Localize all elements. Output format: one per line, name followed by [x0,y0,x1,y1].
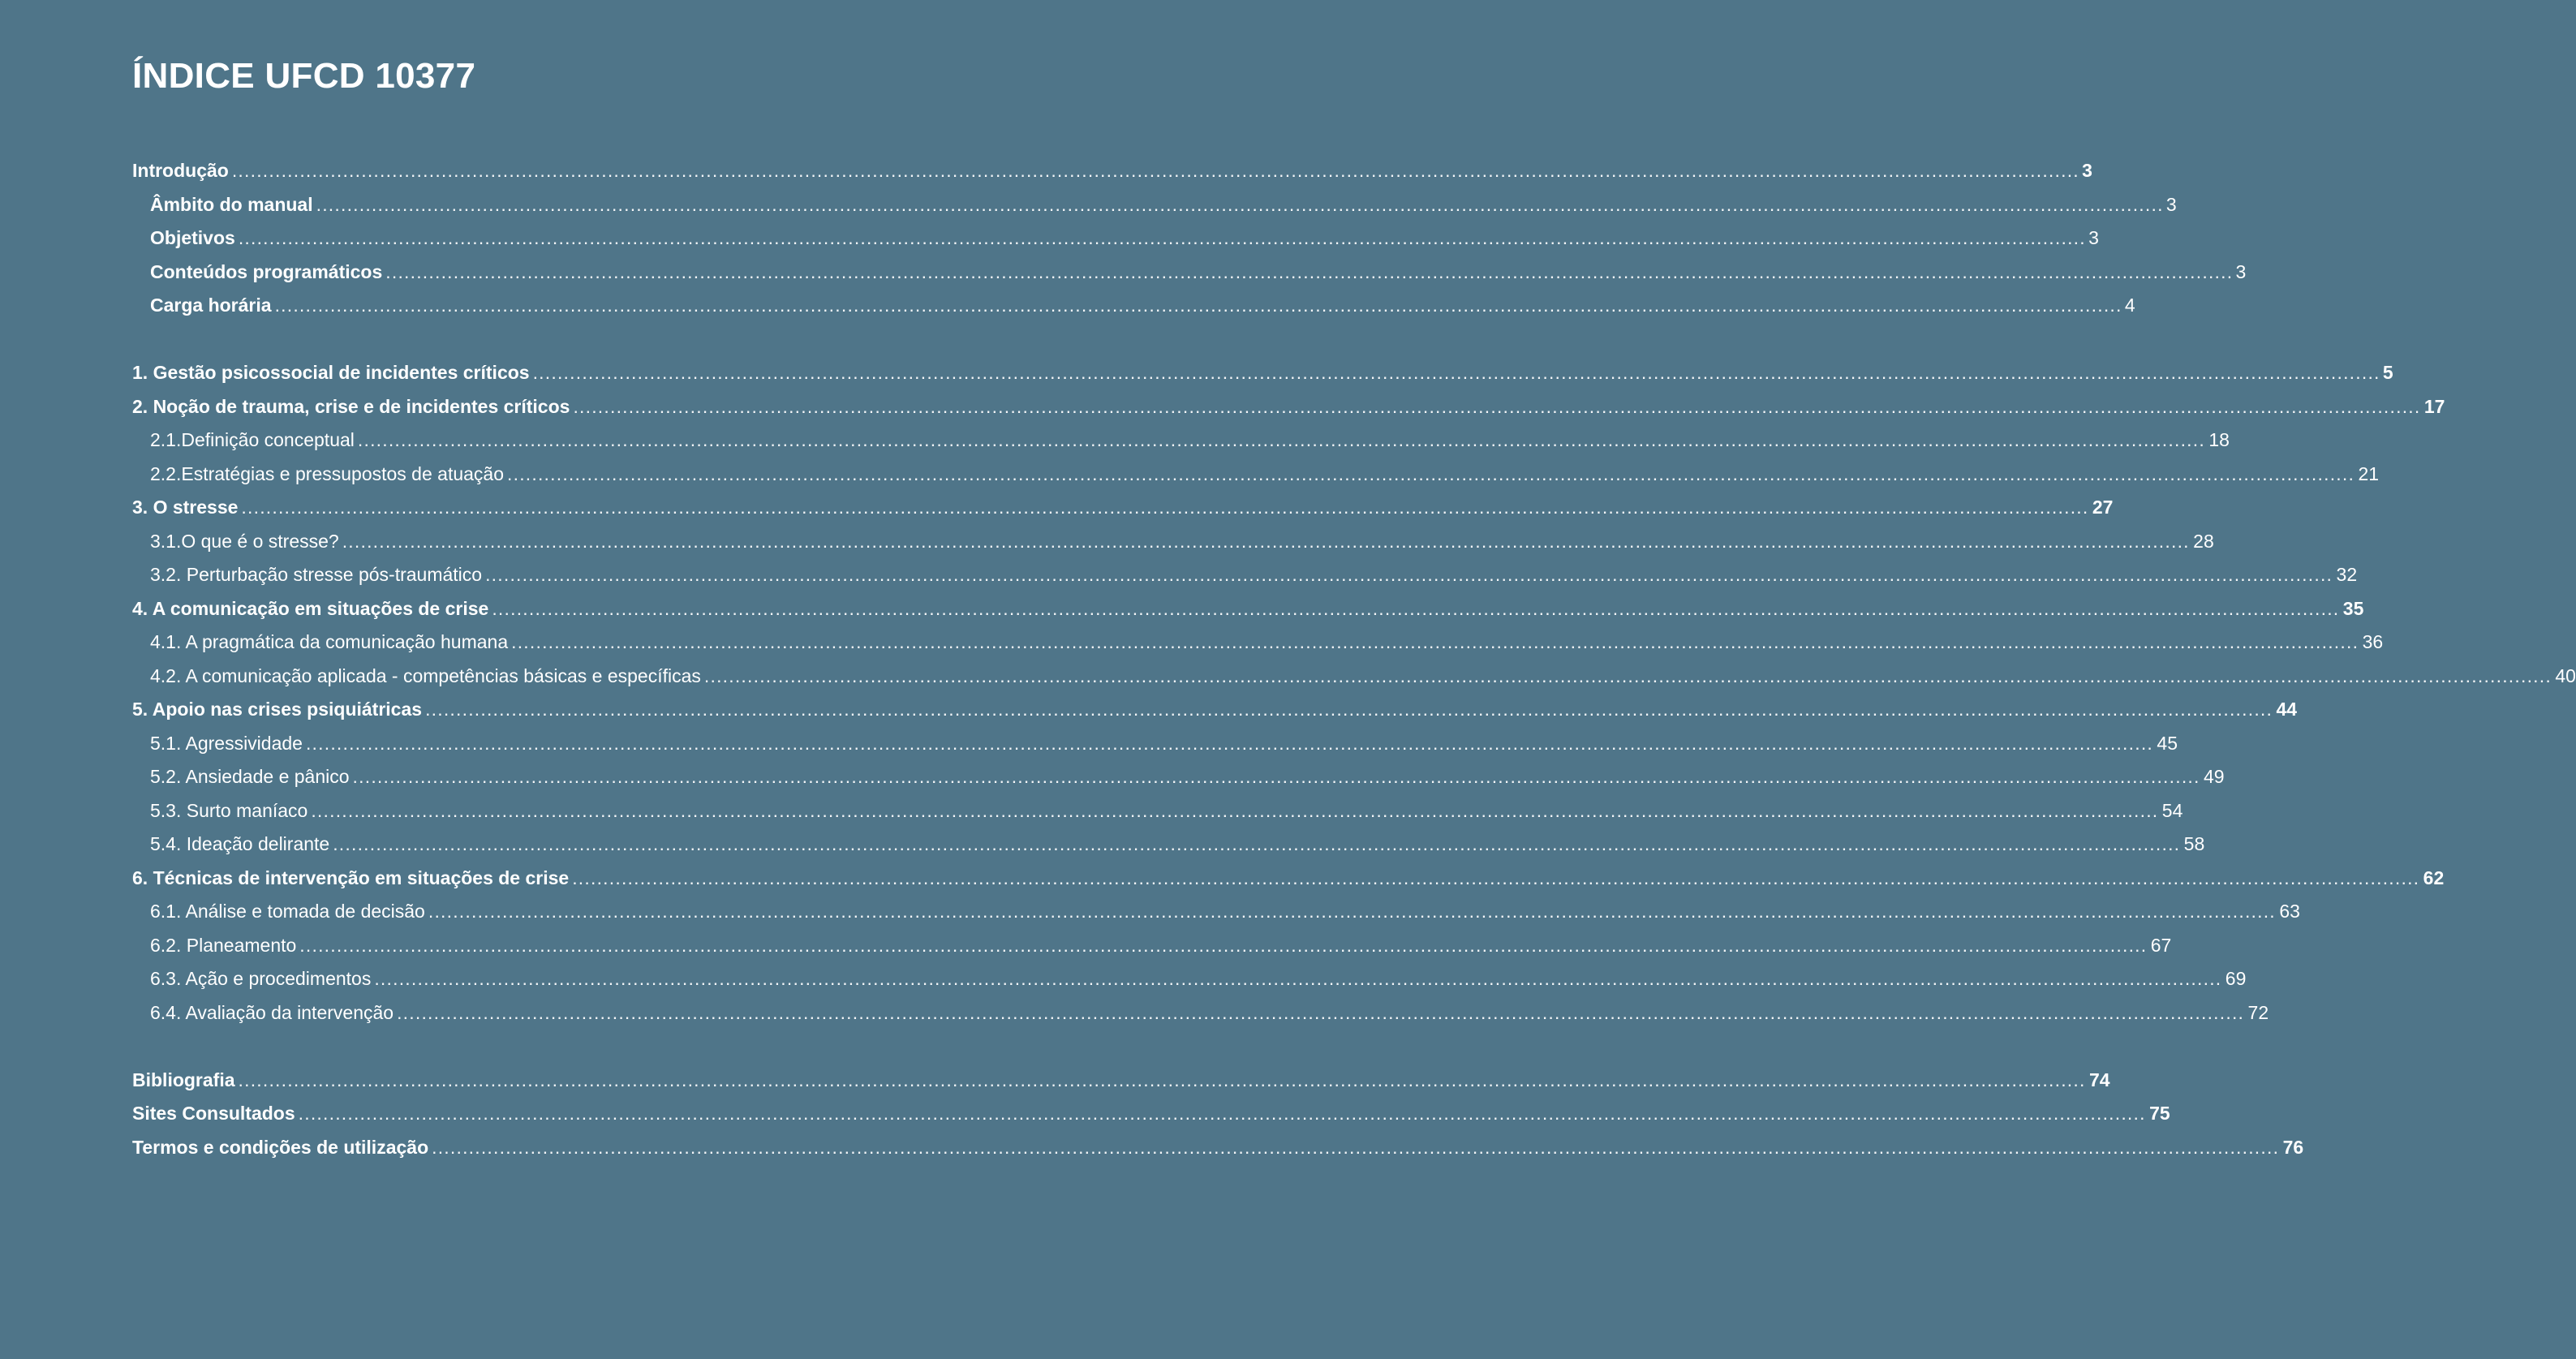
toc-entry-label: Bibliografia [132,1069,235,1090]
toc-entry-section-4-2[interactable] [132,660,2576,694]
toc-entry-termos[interactable] [132,1131,2304,1165]
toc-entry-page: 17 [2423,395,2445,417]
toc-entry-page: 28 [2193,530,2214,552]
toc-entry-page: 58 [2183,833,2205,854]
toc-entry-section-6-1[interactable] [132,895,2300,929]
toc-entry-section-2-2[interactable] [132,458,2380,492]
toc-entry-section-5-2[interactable] [132,760,2225,794]
toc-entry-section-6-4[interactable] [132,996,2269,1030]
toc-entry-page: 54 [2161,799,2183,821]
toc-entry-page: 63 [2279,901,2300,922]
toc-entry-label: 4.2. A comunicação aplicada - competências básicas e específicas [150,664,701,686]
toc-entry-chapter-4[interactable] [132,592,2364,626]
toc-entry-section-6-2[interactable] [132,929,2172,963]
toc-entry-page: 32 [2336,564,2358,585]
toc-entry-section-5-3[interactable] [132,794,2183,828]
toc-entry-chapter-6[interactable] [132,862,2445,896]
toc-entry-label: 5.4. Ideação delirante [150,833,330,854]
toc-entry-section-4-1[interactable] [132,626,2384,660]
toc-dot-leader: ............................................................................................................................................................................................................................................................................................................ [425,699,2273,720]
toc-dot-leader: ............................................................................................................................................................................................................................................................................................................ [572,867,2420,888]
toc-entry-chapter-5[interactable] [132,693,2298,727]
toc-entry-page: 3 [2082,160,2092,181]
toc-entry-label: 5.1. Agressividade [150,732,303,754]
toc-entry-page: 75 [2149,1103,2170,1124]
document-page [132,0,2576,1359]
toc-entry-chapter-1[interactable] [132,356,2393,390]
toc-dot-leader: ............................................................................................................................................................................................................................................................................................................ [238,1069,2086,1090]
toc-entry-page: 72 [2247,1001,2269,1023]
toc-dot-leader: ............................................................................................................................................................................................................................................................................................................ [305,732,2153,754]
toc-entry-bibliografia[interactable] [132,1064,2110,1098]
toc-dot-leader: ............................................................................................................................................................................................................................................................................................................ [238,227,2086,248]
toc-entry-page: 69 [2225,968,2247,989]
toc-entry-page: 62 [2423,867,2445,888]
toc-entry-section-6-3[interactable] [132,962,2247,996]
toc-entry-introducao[interactable] [132,154,2092,188]
toc-entry-section-3-2[interactable] [132,558,2358,592]
toc-entry-page: 36 [2362,631,2384,652]
toc-entry-label: 3.1.O que é o stresse? [150,530,339,552]
toc-entry-chapter-3[interactable] [132,491,2114,525]
toc-entry-conteudos[interactable] [132,256,2247,290]
toc-entry-page: 44 [2276,699,2298,720]
toc-dot-leader: ............................................................................................................................................................................................................................................................................................................ [299,934,2148,956]
toc-entry-page: 74 [2088,1069,2110,1090]
toc-entry-label: 6.1. Análise e tomada de decisão [150,901,425,922]
toc-entry-label: 2.1.Definição conceptual [150,429,355,450]
toc-dot-leader: ............................................................................................................................................................................................................................................................................................................ [385,260,2234,282]
toc-entry-page: 40 [2555,664,2576,686]
toc-entry-page: 21 [2358,462,2380,484]
toc-entry-chapter-2[interactable] [132,390,2445,424]
toc-entry-label: Carga horária [150,295,272,316]
toc-dot-leader: ............................................................................................................................................................................................................................................................................................................ [492,597,2340,619]
toc-entry-section-3-1[interactable] [132,525,2214,559]
toc-entry-carga-horaria[interactable] [132,289,2135,323]
toc-dot-leader: ............................................................................................................................................................................................................................................................................................................ [311,799,2159,821]
toc-dot-leader: ............................................................................................................................................................................................................................................................................................................ [485,564,2333,585]
toc-entry-label: 6. Técnicas de intervenção em situações de crise [132,867,570,888]
toc-dot-leader: ............................................................................................................................................................................................................................................................................................................ [703,664,2552,686]
toc-entry-label: 3.2. Perturbação stresse pós-traumático [150,564,483,585]
toc-dot-leader: ............................................................................................................................................................................................................................................................................................................ [374,968,2222,989]
toc-dot-leader: ............................................................................................................................................................................................................................................................................................................ [511,631,2359,652]
toc-entry-objetivos[interactable] [132,221,2099,256]
toc-dot-leader: ............................................................................................................................................................................................................................................................................................................ [342,530,2190,552]
toc-dot-leader: ............................................................................................................................................................................................................................................................................................................ [316,193,2164,215]
toc-dot-leader: ............................................................................................................................................................................................................................................................................................................ [532,362,2380,383]
toc-dot-leader: ............................................................................................................................................................................................................................................................................................................ [241,497,2089,518]
toc-dot-leader: ............................................................................................................................................................................................................................................................................................................ [507,462,2355,484]
toc-dot-leader: ............................................................................................................................................................................................................................................................................................................ [274,295,2122,316]
toc-entry-label: 6.4. Avaliação da intervenção [150,1001,394,1023]
toc-entry-page: 76 [2282,1136,2304,1158]
toc-entry-label: 2.2.Estratégias e pressupostos de atuação [150,462,505,484]
toc-entry-section-5-4[interactable] [132,828,2205,862]
toc-dot-leader: ............................................................................................................................................................................................................................................................................................................ [333,833,2181,854]
toc-entry-page: 67 [2150,934,2172,956]
toc-entry-label: 1. Gestão psicossocial de incidentes críticos [132,362,530,383]
toc-entry-label: 2. Noção de trauma, crise e de incidentes críticos [132,395,570,417]
toc-entry-label: 4.1. A pragmática da comunicação humana [150,631,509,652]
toc-entry-label: Termos e condições de utilização [132,1136,429,1158]
toc-entry-label: Introdução [132,160,229,181]
toc-dot-leader: ............................................................................................................................................................................................................................................................................................................ [357,429,2205,450]
toc-entry-page: 3 [2088,227,2099,248]
toc-dot-leader: ............................................................................................................................................................................................................................................................................................................ [352,766,2200,787]
toc-dot-leader: ............................................................................................................................................................................................................................................................................................................ [231,160,2079,181]
toc-entry-label: 3. O stresse [132,497,239,518]
toc-entry-label: Âmbito do manual [150,193,313,215]
toc-entry-page: 35 [2342,597,2364,619]
toc-dot-leader: ............................................................................................................................................................................................................................................................................................................ [397,1001,2245,1023]
toc-entry-label: 5. Apoio nas crises psiquiátricas [132,699,423,720]
toc-entry-page: 45 [2157,732,2178,754]
toc-dot-leader: ............................................................................................................................................................................................................................................................................................................ [573,395,2421,417]
toc-entry-label: Conteúdos programáticos [150,260,383,282]
toc-dot-leader: ............................................................................................................................................................................................................................................................................................................ [428,901,2276,922]
toc-entry-section-2-1[interactable] [132,424,2230,458]
toc-entry-label: 6.3. Ação e procedimentos [150,968,372,989]
toc-entry-label: Sites Consultados [132,1103,295,1124]
toc-entry-page: 3 [2165,193,2177,215]
page-title: ÍNDICE UFCD 10377 [132,56,476,96]
toc-entry-section-5-1[interactable] [132,727,2178,761]
toc-entry-page: 4 [2124,295,2135,316]
toc-dot-leader: ............................................................................................................................................................................................................................................................................................................ [298,1103,2146,1124]
toc-entry-label: 6.2. Planeamento [150,934,297,956]
toc-entry-page: 27 [2092,497,2114,518]
toc-entry-ambito[interactable] [132,188,2177,222]
toc-entry-label: 4. A comunicação em situações de crise [132,597,489,619]
toc-entry-page: 5 [2382,362,2393,383]
toc-entry-label: Objetivos [150,227,235,248]
toc-entry-page: 18 [2208,429,2230,450]
toc-entry-page: 49 [2204,766,2225,787]
toc-dot-leader: ............................................................................................................................................................................................................................................................................................................ [432,1136,2280,1158]
toc-entry-sites-consultados[interactable] [132,1097,2170,1131]
toc-entry-label: 5.2. Ansiedade e pânico [150,766,350,787]
table-of-contents [132,154,2576,1164]
toc-entry-page: 3 [2235,260,2247,282]
toc-entry-label: 5.3. Surto maníaco [150,799,308,821]
